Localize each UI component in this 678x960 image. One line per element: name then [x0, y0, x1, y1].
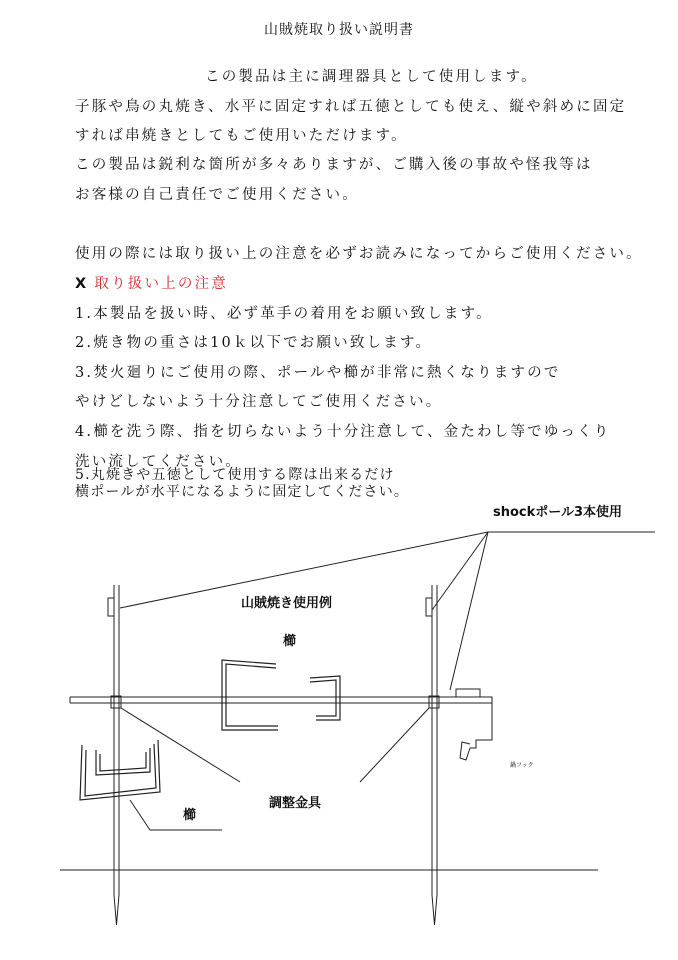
item-3: 3.焚火廻りにご使用の際、ポールや櫛が非常に熱くなりますので	[75, 365, 561, 381]
item-2: 2.焼き物の重さは10ｋ以下でお願い致します。	[75, 335, 433, 351]
intro-line-3: すれば串焼きとしてもご使用いただけます。	[75, 128, 408, 144]
intro-line-5: お客様の自己責任でご使用ください。	[75, 187, 359, 203]
item-3-cont: やけどしないよう十分注意してご使用ください。	[75, 394, 443, 410]
comb-label-top: 櫛	[283, 634, 297, 649]
caution-mark-icon: X	[75, 276, 89, 292]
document-title: 山賊焼取り扱い説明書	[264, 22, 414, 38]
adjust-leader-right	[360, 708, 429, 782]
item-4-cont: 洗い流してください。	[75, 454, 242, 470]
item-4: 4.櫛を洗う際、指を切らないよう十分注意して、金たわし等でゆっくり	[75, 424, 611, 440]
comb-label-leader	[130, 800, 222, 830]
comb-standalone	[80, 740, 160, 800]
comb-on-pole	[222, 660, 340, 730]
usage-example-title: 山賊焼き使用例	[241, 596, 333, 611]
adjust-fitting-label: 調整金具	[269, 796, 322, 811]
notice-line: 使用の際には取り扱い上の注意を必ずお読みになってからご使用ください。	[75, 246, 643, 262]
comb-label-bottom: 櫛	[183, 808, 197, 823]
shock-pole-label: shockポール3本使用	[493, 505, 623, 520]
item-5: 5.丸焼きや五徳として使用する際は出来るだけ	[75, 467, 395, 483]
pot-hook-label: 鍋フック	[510, 762, 534, 769]
item-1: 1.本製品を扱い時、必ず革手の着用をお願い致します。	[75, 306, 493, 322]
callout-line-horizontal-pole	[450, 532, 488, 690]
left-pole	[108, 585, 121, 925]
item-5-cont: 横ポールが水平になるように固定してください。	[75, 484, 410, 500]
right-pole	[426, 585, 439, 925]
crank-handle	[460, 697, 492, 760]
callout-line-right-pole	[432, 532, 488, 610]
intro-line-1: この製品は主に調理器具として使用します。	[205, 69, 538, 85]
caution-title: 取り扱い上の注意	[94, 276, 228, 292]
intro-line-4: この製品は鋭利な箇所が多々ありますが、ご購入後の事故や怪我等は	[75, 157, 593, 173]
intro-line-2: 子豚や鳥の丸焼き、水平に固定すれば五徳としても使え、縦や斜めに固定	[75, 99, 627, 115]
